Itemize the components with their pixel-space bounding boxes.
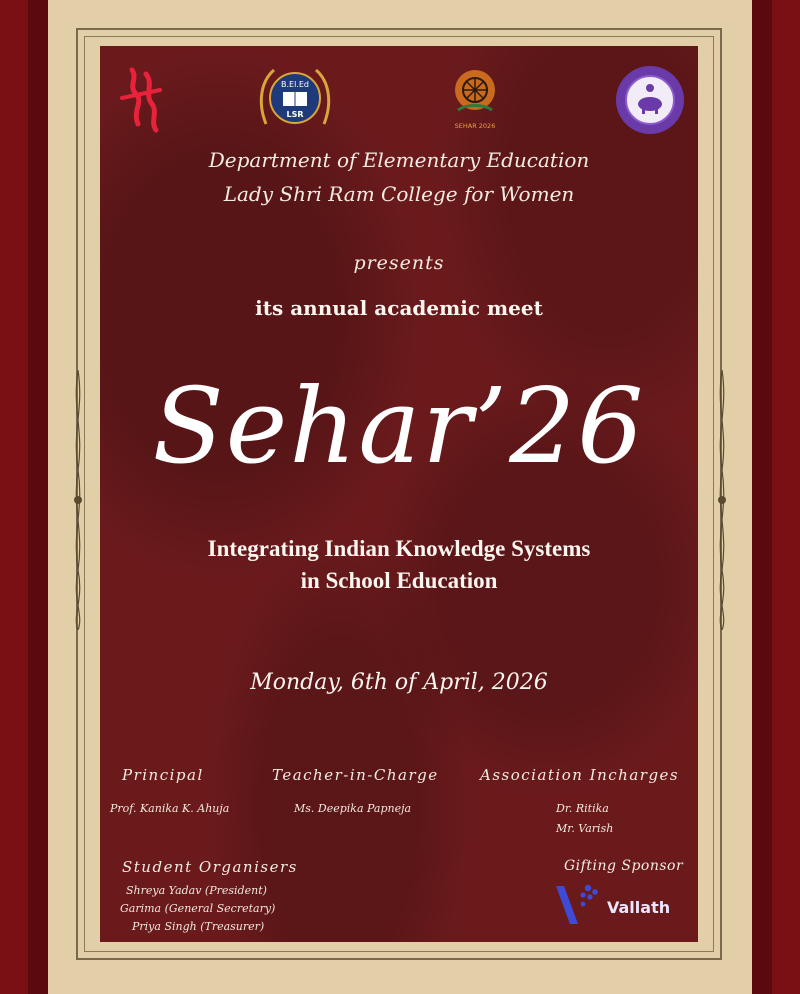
- left-ornament-icon: [71, 370, 85, 630]
- organiser-name: Priya Singh (Treasurer): [132, 920, 265, 933]
- incharge-name: Mr. Varish: [556, 822, 614, 835]
- principal-heading: Principal: [122, 766, 204, 784]
- principal-name: Prof. Kanika K. Ahuja: [110, 802, 230, 815]
- event-theme-line1: Integrating Indian Knowledge Systems: [207, 536, 591, 561]
- maroon-panel: [100, 46, 698, 942]
- bed-logo-bottom-text: LSR: [286, 110, 304, 119]
- presents-text: presents: [353, 252, 445, 274]
- university-seal-icon: [614, 64, 686, 136]
- event-date: Monday, 6th of April, 2026: [250, 670, 548, 695]
- right-ornament-icon: [715, 370, 729, 630]
- teacher-name: Ms. Deepika Papneja: [294, 802, 412, 815]
- meet-description: its annual academic meet: [255, 296, 543, 320]
- event-title: Sehar’26: [152, 365, 646, 487]
- organiser-name: Garima (General Secretary): [120, 902, 276, 915]
- left-border-stripe: [0, 0, 48, 994]
- incharges-heading: Association Incharges: [480, 766, 680, 784]
- sehar-logo-caption: SEHAR 2026: [454, 122, 496, 130]
- teacher-heading: Teacher-in-Charge: [272, 766, 439, 784]
- sponsor-name: Vallath: [607, 898, 671, 917]
- sponsor-heading: Gifting Sponsor: [564, 858, 684, 874]
- incharge-name: Dr. Ritika: [556, 802, 609, 815]
- dance-logo-icon: [118, 64, 164, 136]
- college-name: Lady Shri Ram College for Women: [223, 182, 575, 206]
- right-border-stripe: [752, 0, 800, 994]
- department-name: Department of Elementary Education: [208, 148, 590, 172]
- bed-logo-top-text: B.El.Ed: [281, 80, 309, 89]
- organiser-name: Shreya Yadav (President): [126, 884, 267, 897]
- bed-lsr-logo-icon: [256, 64, 334, 134]
- event-theme-line2: in School Education: [300, 568, 498, 593]
- sehar-logo-icon: [444, 64, 506, 136]
- organisers-heading: Student Organisers: [122, 858, 298, 876]
